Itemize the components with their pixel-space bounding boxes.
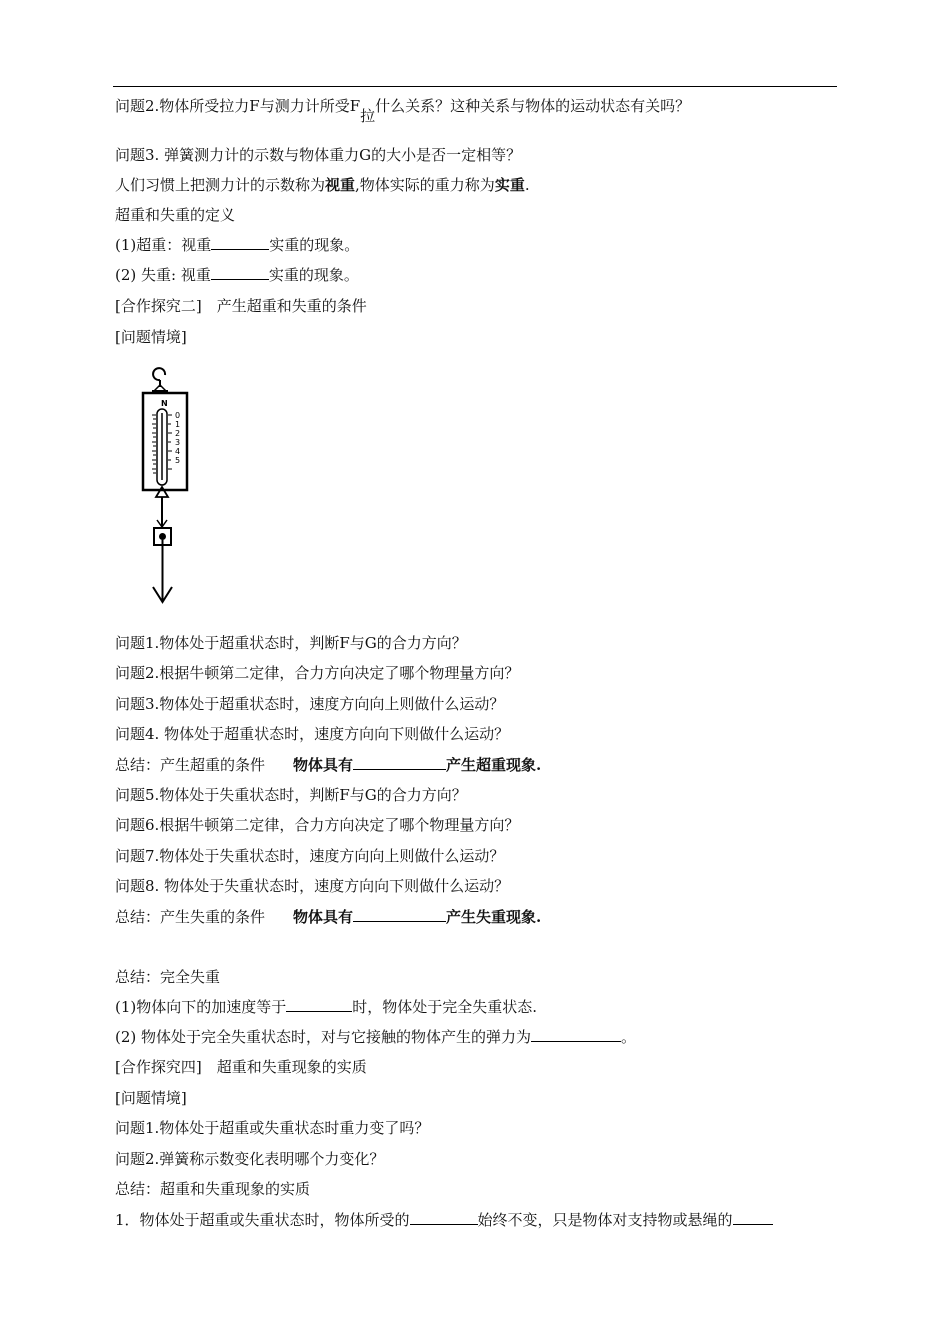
question-3-top: 问题3. 弹簧测力计的示数与物体重力G的大小是否一定相等？ xyxy=(115,146,522,164)
complete2-text-b: 。 xyxy=(621,1028,637,1046)
summary-weightless xyxy=(115,907,541,927)
question-b-7: 问题7.物体处于失重状态时，速度方向向上则做什么运动？ xyxy=(115,847,505,865)
question-a-4: 问题4. 物体处于超重状态时，速度方向向下则做什么运动？ xyxy=(115,725,510,743)
top-hook-icon xyxy=(153,368,165,387)
definition-weightless xyxy=(115,265,359,285)
section-2-heading: [合作探究二] 产生超重和失重的条件 xyxy=(115,297,367,315)
section-4-summary: 总结：超重和失重现象的实质 xyxy=(115,1180,311,1198)
def2-text-a: (2) 失重: 视重 xyxy=(115,266,211,284)
summary-under-bold-a: 物体具有 xyxy=(293,908,354,926)
summary-over-bold-a: 物体具有 xyxy=(293,756,354,774)
question-b-6: 问题6.根据牛顿第二定律，合力方向决定了哪个物理量方向？ xyxy=(115,816,520,834)
complete1-text-a: (1)物体向下的加速度等于 xyxy=(115,998,287,1016)
def1-text-b: 实重的现象。 xyxy=(269,236,360,254)
summary-over-bold-b: 产生超重现象. xyxy=(446,756,542,774)
summary-over-label: 总结：产生超重的条件 xyxy=(115,756,266,774)
complete2-text-a: (2) 物体处于完全失重状态时，对与它接触的物体产生的弹力为 xyxy=(115,1028,532,1046)
fill-blank[interactable] xyxy=(531,1027,621,1042)
section-4-question-2: 问题2.弹簧称示数变化表明哪个力变化？ xyxy=(115,1150,385,1168)
header-rule xyxy=(113,86,837,87)
habit-text-end: . xyxy=(524,176,530,194)
unit-label: N xyxy=(161,399,168,408)
tick-label: 0 xyxy=(175,411,181,420)
tick-label: 5 xyxy=(175,456,181,465)
fill-blank[interactable] xyxy=(733,1210,773,1225)
habit-sentence xyxy=(115,175,530,195)
item1-text-a: 1．物体处于超重或失重状态时，物体所受的 xyxy=(115,1211,410,1229)
section-4-heading: [合作探究四] 超重和失重现象的实质 xyxy=(115,1058,367,1076)
question-2-top xyxy=(115,96,691,125)
tick-label: 1 xyxy=(175,420,181,429)
center-of-mass-dot xyxy=(159,533,166,540)
tick-label: 4 xyxy=(175,447,181,456)
fill-blank[interactable] xyxy=(211,265,269,280)
tick-label: 2 xyxy=(175,429,181,438)
def1-text-a: (1)超重：视重 xyxy=(115,236,212,254)
pointer-triangle xyxy=(156,487,168,497)
summary-overweight xyxy=(115,755,541,775)
section-4-question-1: 问题1.物体处于超重或失重状态时重力变了吗？ xyxy=(115,1119,430,1137)
complete1-text-b: 时，物体处于完全失重状态. xyxy=(352,998,538,1016)
complete-weightless-title: 总结：完全失重 xyxy=(115,968,221,986)
tick-marks-right xyxy=(168,415,172,469)
section-2-situation: [问题情境] xyxy=(115,328,187,346)
item1-text-b: 始终不变，只是物体对支持物或悬绳的 xyxy=(477,1211,733,1229)
question-a-1: 问题1.物体处于超重状态时，判断F与G的合力方向？ xyxy=(115,634,467,652)
question-b-5: 问题5.物体处于失重状态时，判断F与G的合力方向？ xyxy=(115,786,467,804)
question-a-2: 问题2.根据牛顿第二定律，合力方向决定了哪个物理量方向？ xyxy=(115,664,520,682)
definition-title: 超重和失重的定义 xyxy=(115,206,236,224)
complete-weightless-2 xyxy=(115,1027,636,1047)
section-4-situation: [问题情境] xyxy=(115,1089,187,1107)
def2-text-b: 实重的现象。 xyxy=(268,266,359,284)
fill-blank[interactable] xyxy=(353,755,446,770)
fill-blank[interactable] xyxy=(211,235,269,250)
question-a-3: 问题3.物体处于超重状态时，速度方向向上则做什么运动？ xyxy=(115,695,505,713)
section-4-item-1 xyxy=(115,1210,773,1230)
q2-text-b: 什么关系？这种关系与物体的运动状态有关吗？ xyxy=(375,97,691,115)
fill-blank[interactable] xyxy=(353,907,446,922)
fill-blank[interactable] xyxy=(286,997,352,1012)
q2-subscript: 拉 xyxy=(360,107,376,125)
actual-weight-term: 实重 xyxy=(494,176,525,194)
summary-under-bold-b: 产生失重现象. xyxy=(446,908,542,926)
apparent-weight-term: 视重 xyxy=(325,176,356,194)
habit-text-a: 人们习惯上把测力计的示数称为 xyxy=(115,176,326,194)
habit-text-b: ,物体实际的重力称为 xyxy=(355,176,495,194)
spring-scale-figure xyxy=(138,365,198,610)
tick-label: 3 xyxy=(175,438,181,447)
complete-weightless-1 xyxy=(115,997,537,1017)
summary-under-label: 总结：产生失重的条件 xyxy=(115,908,266,926)
definition-overweight xyxy=(115,235,359,255)
fill-blank[interactable] xyxy=(410,1210,478,1225)
q2-text-a: 问题2.物体所受拉力F与测力计所受F xyxy=(115,97,361,115)
tick-marks-left xyxy=(152,415,156,473)
question-b-8: 问题8. 物体处于失重状态时，速度方向向下则做什么运动？ xyxy=(115,877,510,895)
